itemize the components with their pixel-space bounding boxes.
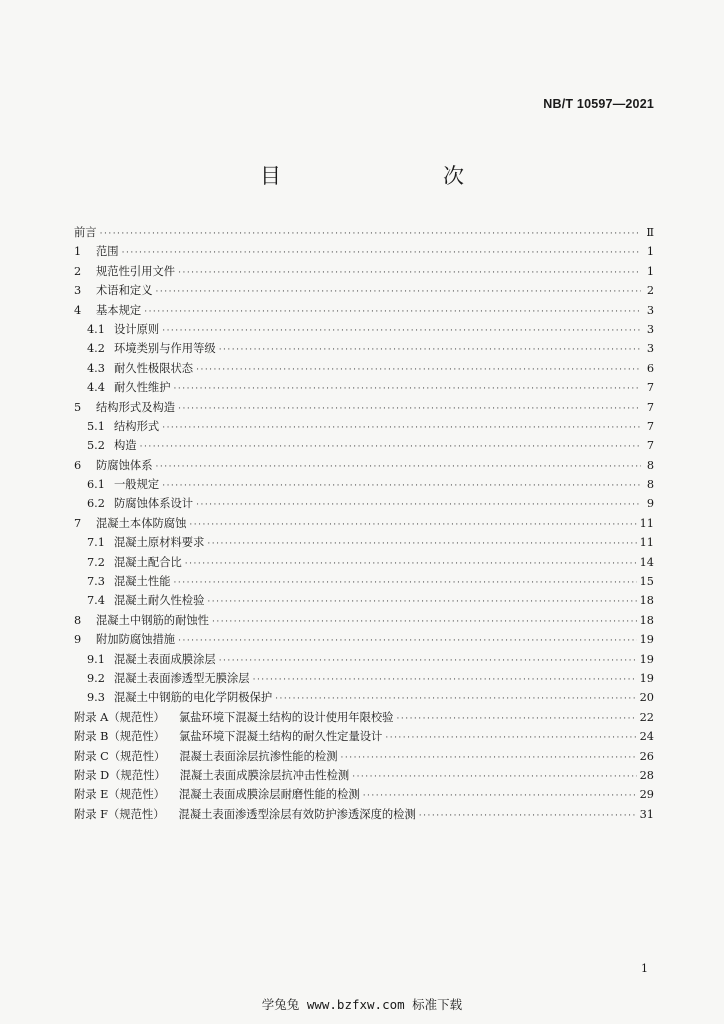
toc-dot-leader xyxy=(253,671,637,690)
toc-entry-label: 混凝土表面成膜涂层 xyxy=(114,652,216,666)
toc-entry-number: 附录 E（规范性） xyxy=(74,788,165,802)
toc-dot-leader xyxy=(189,516,636,535)
toc-entry-label: 耐久性极限状态 xyxy=(114,361,194,375)
toc-entry-number: 4 xyxy=(74,303,82,317)
toc-dot-leader xyxy=(174,574,637,593)
toc-entry-label: 结构形式 xyxy=(114,419,160,433)
toc-entry[interactable] xyxy=(74,242,654,261)
toc-dot-leader xyxy=(156,458,642,477)
toc-entry-page: 2 xyxy=(646,284,654,298)
toc-dot-leader xyxy=(140,438,641,457)
toc-entry-number: 8 xyxy=(74,613,82,627)
toc-entry[interactable] xyxy=(74,339,654,358)
toc-entry-page: 3 xyxy=(646,303,654,317)
toc-entry-label: 混凝土耐久性检验 xyxy=(114,594,205,608)
toc-dot-leader xyxy=(144,303,641,322)
toc-entry-label: 混凝土表面渗透型无膜涂层 xyxy=(114,671,250,685)
toc-entry-number: 7 xyxy=(74,516,82,530)
toc-entry-number: 5.2 xyxy=(87,439,105,453)
toc-entry[interactable] xyxy=(74,669,654,688)
toc-entry-page: 18 xyxy=(639,613,654,627)
toc-dot-leader xyxy=(207,593,636,612)
toc-entry-label: 耐久性维护 xyxy=(114,381,171,395)
toc-entry-label: 混凝土本体防腐蚀 xyxy=(96,516,187,530)
toc-entry-label: 一般规定 xyxy=(114,478,160,492)
toc-entry-label: 术语和定义 xyxy=(96,284,153,298)
toc-entry-page: 19 xyxy=(639,652,654,666)
toc-entry-number: 9.2 xyxy=(87,671,105,685)
toc-entry-label: 混凝土配合比 xyxy=(114,555,182,569)
toc-entry[interactable] xyxy=(74,436,654,455)
toc-entry-label: 混凝土表面成膜涂层抗冲击性检测 xyxy=(179,768,350,782)
toc-entry-number: 5.1 xyxy=(87,419,105,433)
toc-dot-leader xyxy=(122,244,641,263)
toc-entry-number: 1 xyxy=(74,245,82,259)
toc-entry[interactable] xyxy=(74,514,654,533)
toc-entry-label: 混凝土性能 xyxy=(114,575,171,589)
toc-entry-page: 7 xyxy=(646,439,654,453)
toc-dot-leader xyxy=(207,535,636,554)
toc-dot-leader xyxy=(196,496,641,515)
toc-entry-label: 结构形式及构造 xyxy=(96,400,176,414)
toc-entry-number: 6 xyxy=(74,458,82,472)
toc-dot-leader xyxy=(162,477,641,496)
toc-entry-number: 5 xyxy=(74,400,82,414)
toc-dot-leader xyxy=(212,613,637,632)
toc-entry-number: 附录 B（规范性） xyxy=(74,730,165,744)
toc-dot-leader xyxy=(156,283,642,302)
toc-entry[interactable] xyxy=(74,475,654,494)
toc-entry-label: 混凝土原材料要求 xyxy=(114,536,205,550)
toc-entry[interactable] xyxy=(74,708,654,727)
toc-entry-number: 4.3 xyxy=(87,361,105,375)
toc-dot-leader xyxy=(185,555,637,574)
toc-entry-number: 9 xyxy=(74,633,82,647)
toc-entry-page: 22 xyxy=(639,710,654,724)
toc-entry[interactable] xyxy=(74,417,654,436)
toc-entry-number: 3 xyxy=(74,284,82,298)
toc-entry[interactable] xyxy=(74,591,654,610)
toc-entry-number: 9.3 xyxy=(87,691,105,705)
toc-entry-page: 26 xyxy=(639,749,654,763)
toc-entry[interactable] xyxy=(74,611,654,630)
toc-entry-page: 28 xyxy=(639,768,654,782)
toc-entry-label: 规范性引用文件 xyxy=(96,264,176,278)
toc-entry[interactable] xyxy=(74,553,654,572)
toc-entry[interactable] xyxy=(74,359,654,378)
toc-entry[interactable] xyxy=(74,301,654,320)
toc-entry[interactable] xyxy=(74,398,654,417)
toc-entry-page: Ⅱ xyxy=(646,226,654,239)
toc-entry-number: 附录 F（规范性） xyxy=(74,807,165,821)
toc-entry-number: 附录 A（规范性） xyxy=(74,710,165,724)
toc-dot-leader xyxy=(174,380,642,399)
toc-entry-label: 基本规定 xyxy=(96,303,142,317)
toc-entry-label: 范围 xyxy=(96,245,119,259)
toc-entry-label: 设计原则 xyxy=(114,322,160,336)
toc-entry-page: 9 xyxy=(646,497,654,511)
toc-entry-label: 附加防腐蚀措施 xyxy=(96,633,176,647)
toc-entry-page: 14 xyxy=(639,555,654,569)
toc-entry-number: 7.2 xyxy=(87,555,105,569)
toc-entry-page: 19 xyxy=(639,671,654,685)
toc-dot-leader xyxy=(162,419,641,438)
toc-entry-number: 7.3 xyxy=(87,575,105,589)
toc-entry-number: 7.1 xyxy=(87,536,105,550)
toc-dot-leader xyxy=(178,264,641,283)
toc-entry-label: 构造 xyxy=(114,439,137,453)
toc-dot-leader xyxy=(396,710,636,729)
toc-dot-leader xyxy=(219,341,641,360)
toc-entry-page: 15 xyxy=(639,575,654,589)
toc-entry[interactable] xyxy=(74,688,654,707)
toc-entry[interactable] xyxy=(74,456,654,475)
toc-entry-page: 11 xyxy=(639,516,654,530)
toc-dot-leader xyxy=(419,807,637,826)
toc-entry[interactable] xyxy=(74,281,654,300)
toc-entry[interactable] xyxy=(74,533,654,552)
page-title: 目 次 xyxy=(260,164,504,188)
toc-entry-label: 防腐蚀体系设计 xyxy=(114,497,194,511)
toc-dot-leader xyxy=(196,361,641,380)
toc-dot-leader xyxy=(219,652,637,671)
toc-entry-page: 11 xyxy=(639,536,654,550)
toc-entry[interactable] xyxy=(74,805,654,824)
toc-entry[interactable] xyxy=(74,262,654,281)
toc-entry-number: 附录 C（规范性） xyxy=(74,749,166,763)
toc-entry-label: 混凝土表面渗透型涂层有效防护渗透深度的检测 xyxy=(178,807,416,821)
page-number: 1 xyxy=(641,962,648,975)
footer-watermark: 学兔兔 www.bzfxw.com 标准下载 xyxy=(261,997,463,1012)
standard-code: NB/T 10597—2021 xyxy=(543,97,654,111)
toc-entry[interactable] xyxy=(74,378,654,397)
toc-entry-page: 20 xyxy=(639,691,654,705)
table-of-contents xyxy=(74,223,654,824)
toc-entry-label: 混凝土中钢筋的电化学阴极保护 xyxy=(114,691,273,705)
toc-entry-number: 4.4 xyxy=(87,381,105,395)
toc-entry-page: 6 xyxy=(646,361,654,375)
toc-entry-label: 前言 xyxy=(74,226,97,239)
toc-dot-leader xyxy=(100,225,641,244)
toc-entry[interactable] xyxy=(74,785,654,804)
toc-entry[interactable] xyxy=(74,572,654,591)
toc-entry[interactable] xyxy=(74,766,654,785)
toc-entry-page: 1 xyxy=(646,245,654,259)
toc-entry-number: 4.2 xyxy=(87,342,105,356)
toc-entry-page: 1 xyxy=(646,264,654,278)
toc-dot-leader xyxy=(178,632,637,651)
toc-entry-label: 混凝土表面成膜涂层耐磨性能的检测 xyxy=(178,788,360,802)
toc-entry[interactable] xyxy=(74,494,654,513)
toc-entry-number: 9.1 xyxy=(87,652,105,666)
toc-entry[interactable] xyxy=(74,747,654,766)
toc-entry-number: 6.2 xyxy=(87,497,105,511)
toc-dot-leader xyxy=(352,768,636,787)
toc-entry-page: 3 xyxy=(646,322,654,336)
toc-dot-leader xyxy=(385,729,636,748)
toc-entry-page: 18 xyxy=(639,594,654,608)
toc-entry-page: 29 xyxy=(639,788,654,802)
toc-entry-page: 31 xyxy=(639,807,654,821)
toc-entry-page: 7 xyxy=(646,419,654,433)
toc-entry-page: 24 xyxy=(639,730,654,744)
toc-entry-number: 6.1 xyxy=(87,478,105,492)
toc-entry-page: 7 xyxy=(646,400,654,414)
toc-entry-page: 3 xyxy=(646,342,654,356)
toc-entry-label: 环境类别与作用等级 xyxy=(114,342,216,356)
toc-entry-number: 7.4 xyxy=(87,594,105,608)
toc-entry-page: 8 xyxy=(646,458,654,472)
toc-entry-number: 附录 D（规范性） xyxy=(74,768,166,782)
toc-dot-leader xyxy=(341,749,637,768)
toc-entry-page: 7 xyxy=(646,381,654,395)
toc-entry[interactable] xyxy=(74,650,654,669)
toc-entry-label: 氯盐环境下混凝土结构的设计使用年限校验 xyxy=(178,710,394,724)
toc-entry[interactable] xyxy=(74,630,654,649)
toc-entry[interactable] xyxy=(74,727,654,746)
toc-dot-leader xyxy=(178,400,641,419)
toc-entry-label: 混凝土中钢筋的耐蚀性 xyxy=(96,613,209,627)
toc-entry-number: 4.1 xyxy=(87,322,105,336)
toc-entry-label: 防腐蚀体系 xyxy=(96,458,153,472)
toc-dot-leader xyxy=(162,322,641,341)
toc-entry-number: 2 xyxy=(74,264,82,278)
toc-entry-label: 混凝土表面涂层抗渗性能的检测 xyxy=(179,749,338,763)
toc-entry-page: 19 xyxy=(639,633,654,647)
toc-entry-page: 8 xyxy=(646,478,654,492)
toc-entry-label: 氯盐环境下混凝土结构的耐久性定量设计 xyxy=(178,730,383,744)
toc-entry[interactable] xyxy=(74,223,654,242)
toc-entry[interactable] xyxy=(74,320,654,339)
